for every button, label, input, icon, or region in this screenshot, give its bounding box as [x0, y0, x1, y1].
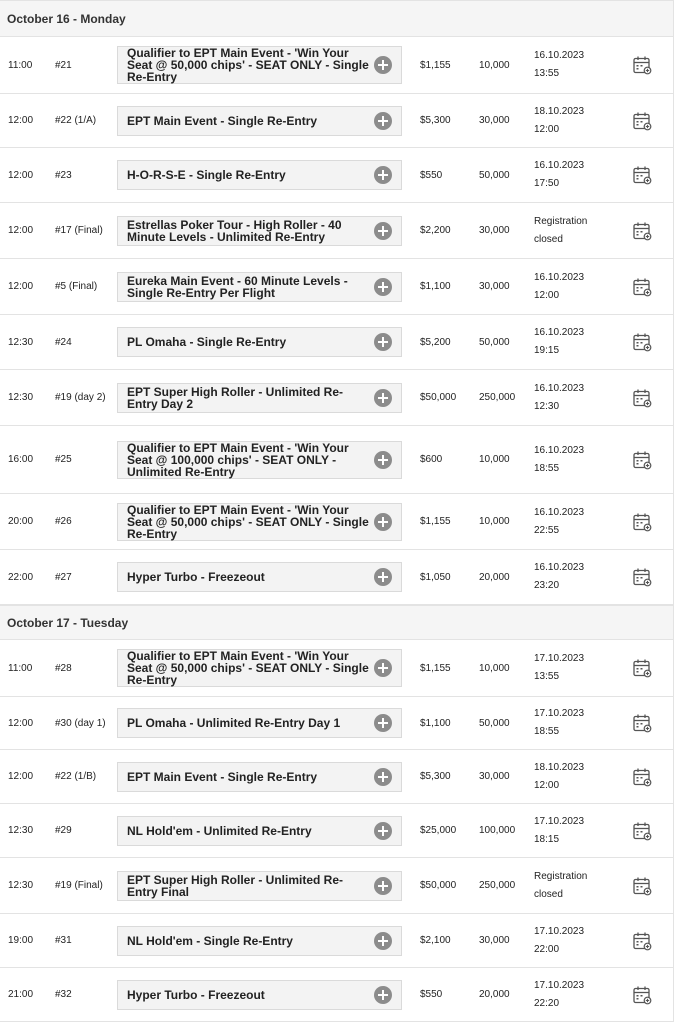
event-time: 11:00 [8, 59, 33, 71]
late-reg-date: 17.10.2023 [534, 979, 585, 991]
late-reg-time: 23:20 [534, 580, 560, 591]
event-time: 12:00 [8, 169, 34, 181]
event-buyin: $1,155 [420, 662, 451, 674]
event-buyin: $1,050 [420, 571, 451, 583]
plus-icon[interactable] [374, 932, 392, 950]
event-chips: 100,000 [479, 825, 516, 836]
calendar-add-icon[interactable] [632, 370, 652, 425]
table-row [0, 370, 674, 426]
event-number: #22 (1/B) [55, 771, 97, 782]
event-chips: 10,000 [479, 662, 510, 674]
plus-icon[interactable] [374, 389, 392, 407]
calendar-add-icon[interactable] [632, 640, 652, 696]
event-chips: 30,000 [479, 281, 510, 292]
event-number: #26 [55, 516, 72, 527]
event-buyin: $1,100 [420, 717, 451, 729]
calendar-add-icon[interactable] [632, 259, 652, 314]
event-late-reg [534, 914, 604, 967]
table-row [0, 37, 674, 94]
plus-icon[interactable] [374, 222, 392, 240]
event-late-reg [534, 315, 604, 369]
late-reg-date: 16.10.2023 [534, 327, 585, 338]
calendar-add-icon[interactable] [632, 914, 652, 967]
event-late-reg [534, 203, 604, 258]
late-reg-date: 16.10.2023 [534, 160, 585, 171]
event-time: 12:00 [8, 717, 34, 729]
calendar-add-icon[interactable] [632, 697, 652, 749]
table-row [0, 315, 674, 370]
table-row [0, 750, 674, 804]
event-buyin: $550 [420, 989, 443, 1000]
late-reg-date: 17.10.2023 [534, 708, 585, 719]
table-row [0, 858, 674, 914]
late-reg-date: 18.10.2023 [534, 761, 585, 773]
plus-icon[interactable] [374, 822, 392, 840]
event-number: #21 [55, 59, 72, 71]
late-reg-time: 18:55 [534, 726, 560, 737]
event-number: #30 (day 1) [55, 717, 106, 729]
event-time: 12:30 [8, 880, 34, 891]
late-reg-date: 16.10.2023 [534, 444, 585, 456]
plus-icon[interactable] [374, 714, 392, 732]
event-time: 12:30 [8, 825, 34, 836]
plus-icon[interactable] [374, 451, 392, 469]
event-buyin: $600 [420, 454, 443, 465]
event-name: Eureka Main Event - 60 Minute Levels - Single Re-Entry Per Flight [127, 273, 348, 300]
event-late-reg [534, 148, 604, 202]
event-buyin: $50,000 [420, 880, 457, 891]
event-time: 12:00 [8, 115, 34, 126]
event-buyin: $5,300 [420, 115, 451, 126]
event-name-button[interactable] [117, 649, 402, 687]
event-buyin: $5,300 [420, 771, 451, 782]
event-chips: 20,000 [479, 989, 510, 1000]
event-name: EPT Main Event - Single Re-Entry [127, 769, 318, 784]
event-number: #22 (1/A) [55, 115, 97, 126]
late-reg-time: 17:50 [534, 178, 560, 189]
event-number: #19 (Final) [55, 880, 103, 891]
late-reg-time: 12:00 [534, 123, 560, 135]
event-name-button[interactable] [117, 272, 402, 302]
event-late-reg [534, 550, 604, 604]
event-name-button[interactable] [117, 980, 402, 1010]
late-reg-time: 12:00 [534, 779, 560, 791]
event-name: NL Hold'em - Unlimited Re-Entry [127, 823, 312, 838]
table-row [0, 640, 674, 697]
event-time: 12:00 [8, 281, 34, 292]
event-time: 22:00 [8, 571, 34, 583]
late-reg-time: closed [534, 233, 563, 245]
late-reg-time: 12:30 [534, 400, 560, 412]
event-buyin: $50,000 [420, 392, 457, 403]
event-name-button[interactable] [117, 871, 402, 901]
event-late-reg [534, 94, 604, 147]
late-reg-date: 17.10.2023 [534, 925, 585, 937]
table-row [0, 494, 674, 550]
calendar-add-icon[interactable] [632, 94, 652, 147]
plus-icon[interactable] [374, 568, 392, 586]
event-name: Hyper Turbo - Freezeout [127, 570, 265, 584]
event-name-button[interactable] [117, 383, 402, 413]
plus-icon[interactable] [374, 278, 392, 296]
late-reg-time: 18:55 [534, 462, 560, 474]
event-number: #17 (Final) [55, 225, 103, 236]
late-reg-date: 17.10.2023 [534, 653, 585, 664]
event-buyin: $2,100 [420, 935, 451, 946]
event-number: #32 [55, 989, 72, 1000]
event-name: EPT Super High Roller - Unlimited Re-Entry Day 2 [127, 384, 344, 411]
calendar-add-icon[interactable] [632, 315, 652, 369]
event-name: Hyper Turbo - Freezeout [127, 987, 265, 1002]
late-reg-date: 16.10.2023 [534, 506, 585, 518]
event-late-reg [534, 426, 604, 493]
calendar-add-icon[interactable] [632, 37, 652, 93]
table-row [0, 804, 674, 858]
event-number: #25 [55, 454, 72, 465]
event-chips: 30,000 [479, 115, 510, 126]
plus-icon[interactable] [374, 166, 392, 184]
event-name: Qualifier to EPT Main Event - 'Win Your Seat @ 50,000 chips' - SEAT ONLY - Single Re-Entry [127, 46, 369, 84]
calendar-add-icon[interactable] [632, 968, 652, 1021]
event-late-reg [534, 37, 604, 93]
event-time: 21:00 [8, 989, 34, 1000]
plus-icon[interactable] [374, 112, 392, 130]
event-time: 12:30 [8, 336, 34, 348]
event-buyin: $1,155 [420, 516, 451, 527]
event-name-button[interactable] [117, 327, 402, 357]
event-name-button[interactable] [117, 816, 402, 846]
event-number: #29 [55, 825, 72, 836]
event-number: #23 [55, 169, 72, 181]
table-row [0, 259, 674, 315]
event-chips: 20,000 [479, 571, 510, 583]
event-name-button[interactable] [117, 708, 402, 738]
event-chips: 250,000 [479, 392, 516, 403]
calendar-add-icon[interactable] [632, 494, 652, 549]
table-row [0, 94, 674, 148]
event-name: Qualifier to EPT Main Event - 'Win Your Seat @ 50,000 chips' - SEAT ONLY - Single Re-Entry [127, 649, 369, 687]
event-number: #31 [55, 935, 72, 946]
plus-icon[interactable] [374, 659, 392, 677]
late-reg-date: Registration [534, 215, 588, 227]
event-name: NL Hold'em - Single Re-Entry [127, 933, 293, 948]
late-reg-time: 18:15 [534, 833, 560, 845]
calendar-add-icon[interactable] [632, 858, 652, 913]
event-late-reg [534, 750, 604, 803]
plus-icon[interactable] [374, 877, 392, 895]
event-number: #19 (day 2) [55, 392, 106, 403]
event-time: 12:00 [8, 771, 34, 782]
event-buyin: $1,100 [420, 281, 451, 292]
table-row [0, 148, 674, 203]
calendar-add-icon[interactable] [632, 750, 652, 803]
late-reg-time: closed [534, 888, 563, 900]
late-reg-date: Registration [534, 870, 588, 882]
plus-icon[interactable] [374, 513, 392, 531]
late-reg-time: 12:00 [534, 289, 560, 301]
event-late-reg [534, 370, 604, 425]
event-number: #24 [55, 336, 72, 348]
event-late-reg [534, 259, 604, 314]
event-late-reg [534, 968, 604, 1021]
table-row [0, 914, 674, 968]
event-name-button[interactable] [117, 926, 402, 956]
late-reg-time: 13:55 [534, 68, 560, 79]
event-name-button[interactable] [117, 160, 402, 190]
late-reg-time: 19:15 [534, 345, 560, 356]
event-chips: 30,000 [479, 771, 510, 782]
calendar-add-icon[interactable] [632, 804, 652, 857]
event-chips: 250,000 [479, 880, 516, 891]
late-reg-date: 16.10.2023 [534, 562, 585, 573]
table-row [0, 697, 674, 750]
late-reg-time: 22:20 [534, 997, 560, 1009]
event-buyin: $5,200 [420, 336, 451, 348]
table-row [0, 426, 674, 494]
event-number: #27 [55, 571, 72, 583]
late-reg-date: 17.10.2023 [534, 815, 585, 827]
calendar-add-icon[interactable] [632, 148, 652, 202]
event-time: 11:00 [8, 662, 33, 674]
event-late-reg [534, 697, 604, 749]
calendar-add-icon[interactable] [632, 203, 652, 258]
event-chips: 30,000 [479, 935, 510, 946]
event-late-reg [534, 858, 604, 913]
event-name: Qualifier to EPT Main Event - 'Win Your Seat @ 50,000 chips' - SEAT ONLY - Single Re-Entry [127, 502, 369, 541]
event-name: EPT Super High Roller - Unlimited Re-Entry Final [127, 872, 344, 899]
late-reg-date: 16.10.2023 [534, 50, 585, 61]
event-name-button[interactable] [117, 441, 402, 479]
plus-icon[interactable] [374, 333, 392, 351]
event-chips: 50,000 [479, 336, 510, 348]
event-time: 12:00 [8, 225, 34, 236]
event-buyin: $25,000 [420, 825, 457, 836]
event-name: Qualifier to EPT Main Event - 'Win Your Seat @ 100,000 chips' - SEAT ONLY - Unlimited Re-Entry [127, 440, 349, 479]
event-chips: 10,000 [479, 516, 510, 527]
event-chips: 10,000 [479, 454, 510, 465]
event-time: 20:00 [8, 516, 34, 527]
event-number: #5 (Final) [55, 281, 98, 292]
event-late-reg [534, 804, 604, 857]
plus-icon[interactable] [374, 56, 392, 74]
late-reg-date: 16.10.2023 [534, 382, 585, 394]
table-row [0, 203, 674, 259]
table-row [0, 968, 674, 1022]
calendar-add-icon[interactable] [632, 550, 652, 604]
event-name: PL Omaha - Single Re-Entry [127, 335, 287, 349]
event-name: H-O-R-S-E - Single Re-Entry [127, 168, 286, 182]
event-name-button[interactable] [117, 46, 402, 84]
event-late-reg [534, 494, 604, 549]
event-buyin: $2,200 [420, 225, 451, 236]
event-time: 19:00 [8, 935, 34, 946]
day-header: October 16 - Monday [0, 0, 674, 37]
event-name-button[interactable] [117, 562, 402, 592]
event-name: Estrellas Poker Tour - High Roller - 40 Minute Levels - Unlimited Re-Entry [127, 217, 342, 244]
event-name: PL Omaha - Unlimited Re-Entry Day 1 [127, 716, 341, 730]
event-number: #28 [55, 662, 72, 674]
event-chips: 50,000 [479, 717, 510, 729]
event-name-button[interactable] [117, 762, 402, 792]
late-reg-date: 18.10.2023 [534, 105, 585, 117]
event-buyin: $1,155 [420, 59, 451, 71]
day-header: October 17 - Tuesday [0, 605, 674, 640]
event-name-button[interactable] [117, 216, 402, 246]
event-time: 16:00 [8, 454, 34, 465]
event-chips: 50,000 [479, 169, 510, 181]
event-late-reg [534, 640, 604, 696]
event-chips: 10,000 [479, 59, 510, 71]
plus-icon[interactable] [374, 768, 392, 786]
late-reg-date: 16.10.2023 [534, 271, 585, 283]
event-time: 12:30 [8, 392, 34, 403]
event-name-button[interactable] [117, 106, 402, 136]
event-chips: 30,000 [479, 225, 510, 236]
table-row [0, 550, 674, 605]
late-reg-time: 22:55 [534, 524, 560, 536]
event-buyin: $550 [420, 169, 443, 181]
event-name: EPT Main Event - Single Re-Entry [127, 113, 318, 128]
event-name-button[interactable] [117, 503, 402, 541]
calendar-add-icon[interactable] [632, 426, 652, 493]
late-reg-time: 13:55 [534, 671, 560, 682]
late-reg-time: 22:00 [534, 943, 560, 955]
plus-icon[interactable] [374, 986, 392, 1004]
